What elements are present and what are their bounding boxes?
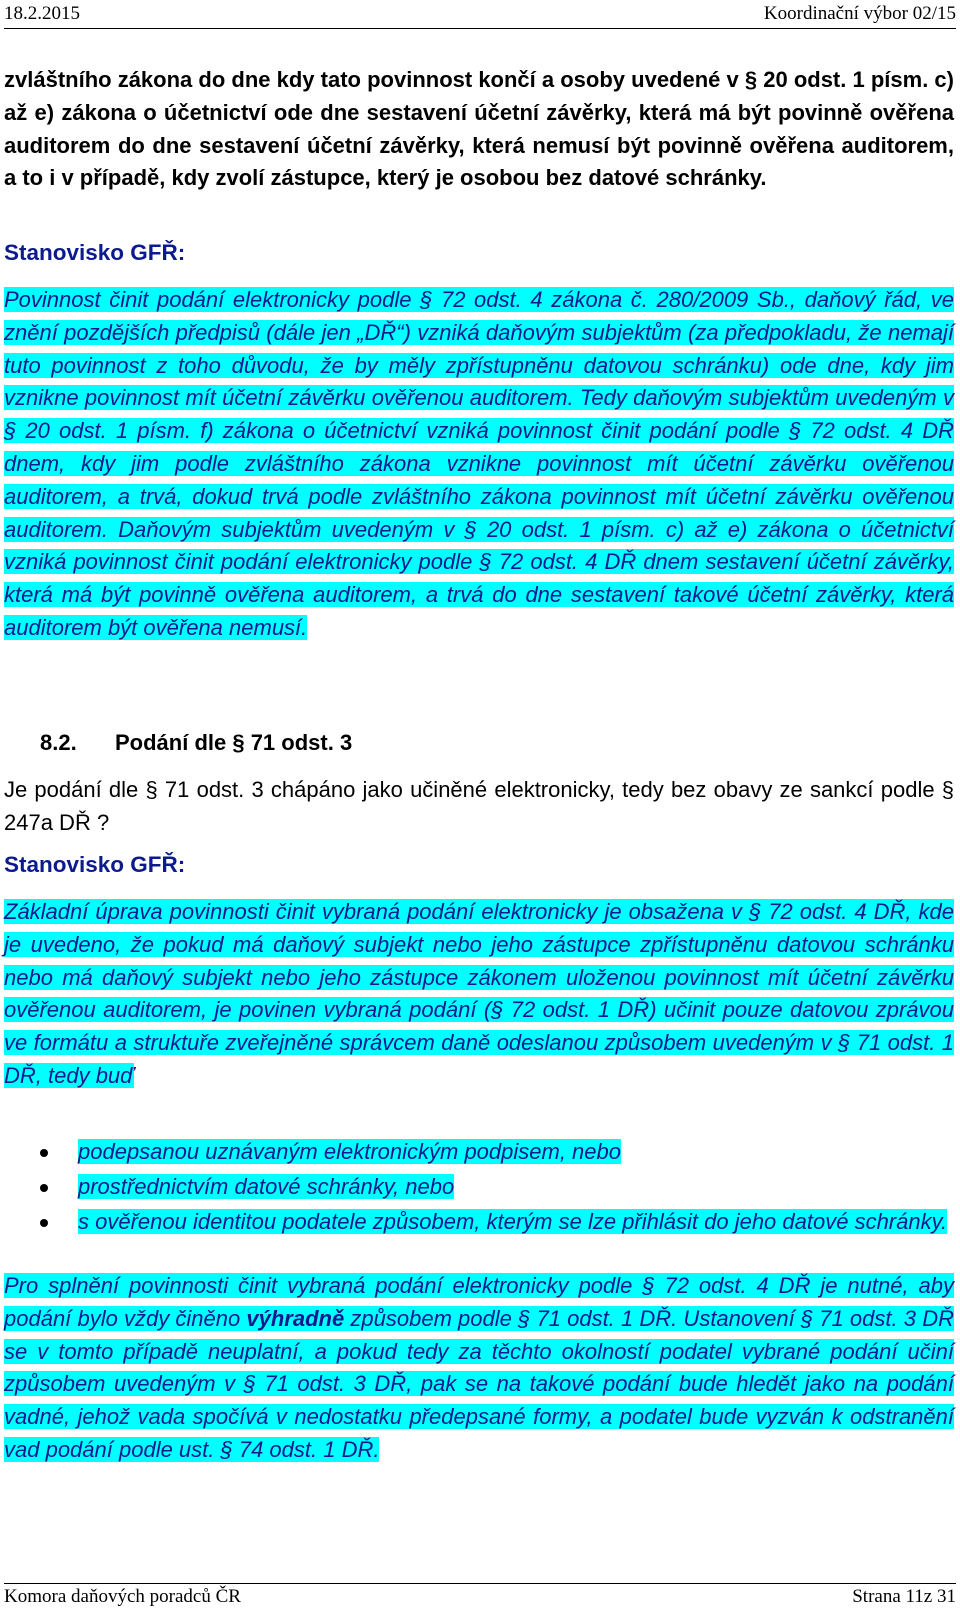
stanovisko-1-text [4,284,954,645]
stanovisko-1-highlight: Povinnost činit podání elektronicky podle § 72 odst. 4 zákona č. 280/2009 Sb., daňový řád, ve znění pozdějších předpisů (dále jen „DŘ“) vzniká daňovým subjektům (za předpokladu, že nemají tuto povinnost z toho důvodu, že by měly zpřístupněnu datovou schránku) ode dne, kdy jim vznikne povinnost mít účetní závěrku ověřenou auditorem. Tedy daňovým subjektům uvedeným v § 20 odst. 1 písm. f) zákona o účetnictví vzniká povinnost činit podání podle § 72 odst. 4 DŘ dnem, kdy jim podle zvláštního zákona vznikne povinnost mít účetní závěrku ověřenou auditorem, a trvá, dokud trvá podle zvláštního zákona povinnost mít účetní závěrku ověřenou auditorem. Daňovým subjektům uvedeným v § 20 odst. 1 písm. c) až e) zákona o účetnictví vzniká povinnost činit podání elektronicky podle § 72 odst. 4 DŘ dnem sestavení účetní závěrky, která má být povinně ověřena auditorem, a trvá do dne sestavení takové účetní závěrky, která auditorem být ověřena nemusí. [4,287,954,640]
conclusion-paragraph [4,1270,954,1467]
header-date: 18.2.2015 [4,3,80,24]
section-number: 8.2. [40,730,77,755]
stanovisko-2-text [4,896,954,1093]
conclusion-emphasis: výhradně [246,1305,345,1331]
header-meeting: Koordinační výbor 02/15 [763,3,956,24]
stanovisko-label: Stanovisko GFŘ: [4,852,186,877]
list-item: podepsanou uznávaným elektronickým podpisem, nebo [4,1136,954,1169]
list-item: prostřednictvím datové schránky, nebo [4,1171,954,1204]
page-header [0,0,960,30]
section-heading [40,730,352,756]
bullet-icon [40,1184,48,1192]
question-paragraph: Je podání dle § 71 odst. 3 chápáno jako učiněné elektronicky, tedy bez obavy ze sankcí podle § 247a DŘ ? [4,777,954,835]
bullet-icon [40,1149,48,1157]
footer-rule [4,1583,956,1584]
footer-organization: Komora daňových poradců ČR [4,1586,241,1607]
bullet-list [4,1136,954,1240]
intro-paragraph: zvláštního zákona do dne kdy tato povinnost končí a osoby uvedené v § 20 odst. 1 písm. c) až e) zákona o účetnictví ode dne sestavení účetní závěrky, která má být povinně ověřena auditorem do dne sestavení účetní závěrky, která nemusí být povinně ověřena auditorem, a to i v případě, kdy zvolí zástupce, který je osobou bez datové schránky. [4,67,954,191]
bullet-icon [40,1219,48,1227]
footer-page-number: Strana 11z 31 [852,1586,956,1607]
header-rule [4,28,956,29]
conclusion-highlight: Pro splnění povinnosti činit vybraná podání elektronicky podle § 72 odst. 4 DŘ je nutné, aby podání bylo vždy činěno výhradně způsobem podle § 71 odst. 1 DŘ. Ustanovení § 71 odst. 3 DŘ se v tomto případě neuplatní, a pokud tedy za těchto okolností podatel vybrané podání učiní způsobem uvedeným v § 71 odst. 3 DŘ, pak se na takové podání bude hledět jako na podání vadné, jehož vada spočívá v nedostatku předepsané formy, a podatel bude vyzván k odstranění vad podání podle ust. § 74 odst. 1 DŘ. [4,1273,954,1462]
section-title: Podání dle § 71 odst. 3 [115,730,353,755]
stanovisko-2-highlight: Základní úprava povinnosti činit vybraná podání elektronicky je obsažena v § 72 odst. 4 DŘ, kde je uvedeno, že pokud má daňový subjekt nebo jeho zástupce zpřístupněnu datovou schránku nebo má daňový subjekt nebo jeho zástupce zákonem uloženou povinnost mít účetní závěrku ověřenou auditorem, je povinen vybraná podání (§ 72 odst. 1 DŘ) učinit pouze datovou zprávou ve formátu a struktuře zveřejněné správcem daně odeslanou způsobem uvedeným v § 71 odst. 1 DŘ, tedy buď [4,899,954,1088]
page-footer [0,1582,960,1612]
stanovisko-label: Stanovisko GFŘ: [4,240,186,265]
list-item: s ověřenou identitou podatele způsobem, kterým se lze přihlásit do jeho datové schránky. [4,1206,954,1239]
